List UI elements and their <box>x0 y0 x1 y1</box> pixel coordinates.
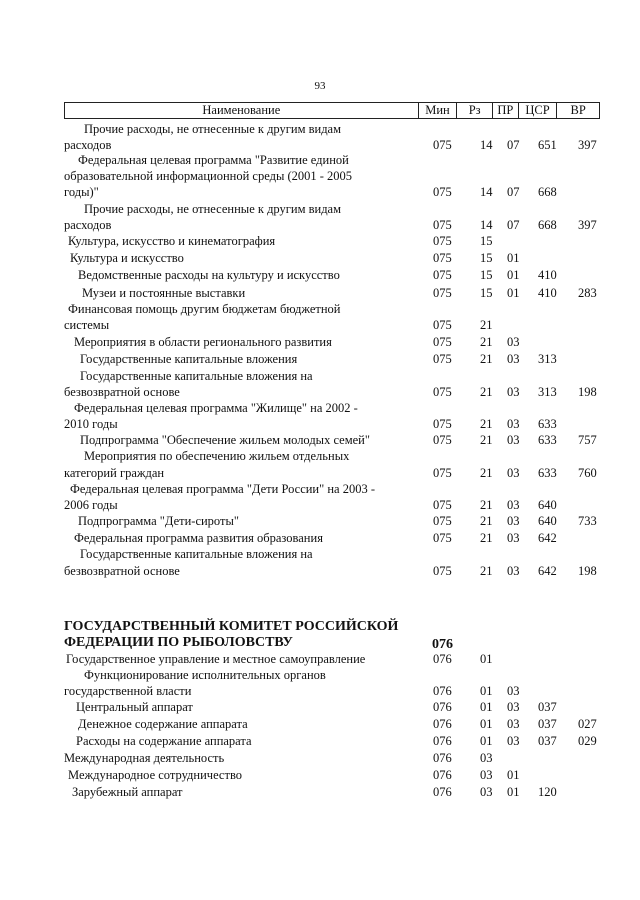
row-min: 076 <box>433 684 452 698</box>
header-name: Наименование <box>65 103 419 118</box>
table-row <box>0 497 640 513</box>
row-vr: 733 <box>578 514 597 528</box>
row-rz: 21 <box>480 514 493 528</box>
row-pr: 01 <box>507 251 520 265</box>
row-vr: 760 <box>578 466 597 480</box>
row-vr: 283 <box>578 286 597 300</box>
row-pr: 03 <box>507 564 520 578</box>
row-name: годы)" <box>64 185 99 199</box>
row-min: 076 <box>433 734 452 748</box>
row-rz: 01 <box>480 734 493 748</box>
row-name: Международное сотрудничество <box>68 768 243 782</box>
row-min: 075 <box>433 514 452 528</box>
table-row <box>0 667 640 683</box>
row-pr: 03 <box>507 514 520 528</box>
row-name: расходов <box>64 218 112 232</box>
row-rz: 21 <box>480 433 493 447</box>
row-name: Функционирование исполнительных органов <box>84 668 326 682</box>
row-vr: 397 <box>578 138 597 152</box>
row-min: 075 <box>433 531 452 545</box>
row-rz: 21 <box>480 498 493 512</box>
table-row <box>0 334 640 350</box>
row-rz: 14 <box>480 185 493 199</box>
row-name: Финансовая помощь другим бюджетам бюджетной <box>68 302 341 316</box>
row-name: Федеральная целевая программа "Дети России" на 2003 - <box>70 482 375 496</box>
row-min: 076 <box>433 700 452 714</box>
row-name: системы <box>64 318 110 332</box>
row-rz: 14 <box>480 218 493 232</box>
row-vr: 757 <box>578 433 597 447</box>
row-csr: 642 <box>538 531 557 545</box>
row-rz: 21 <box>480 531 493 545</box>
row-name: Подпрограмма "Дети-сироты" <box>78 514 239 528</box>
table-row <box>0 750 640 766</box>
row-pr: 01 <box>507 768 520 782</box>
row-pr: 03 <box>507 352 520 366</box>
row-csr: 640 <box>538 498 557 512</box>
row-rz: 15 <box>480 268 493 282</box>
table-row <box>0 267 640 283</box>
row-name: Государственные капитальные вложения на <box>80 547 313 561</box>
row-vr: 198 <box>578 385 597 399</box>
table-row <box>0 530 640 546</box>
table-row <box>0 217 640 233</box>
row-name: Ведомственные расходы на культуру и искусство <box>78 268 340 282</box>
row-csr: 410 <box>538 286 557 300</box>
row-min: 075 <box>433 352 452 366</box>
table-row <box>0 716 640 732</box>
row-name: Международная деятельность <box>64 751 225 765</box>
table-row <box>0 152 640 168</box>
row-vr: 397 <box>578 218 597 232</box>
row-min: 075 <box>433 385 452 399</box>
row-name: Музеи и постоянные выставки <box>82 286 246 300</box>
row-csr: 668 <box>538 218 557 232</box>
row-pr: 03 <box>507 684 520 698</box>
header-vr: ВР <box>570 103 586 117</box>
row-min: 076 <box>433 785 452 799</box>
table-row <box>0 651 640 667</box>
table-row <box>0 168 640 184</box>
row-rz: 01 <box>480 717 493 731</box>
row-csr: 633 <box>538 466 557 480</box>
table-row <box>0 184 640 200</box>
row-csr: 633 <box>538 417 557 431</box>
row-vr: 027 <box>578 717 597 731</box>
row-csr: 313 <box>538 385 557 399</box>
table-row <box>0 683 640 699</box>
row-min: 076 <box>433 652 452 666</box>
table-row <box>0 285 640 301</box>
row-rz: 15 <box>480 234 493 248</box>
table-row <box>0 317 640 333</box>
row-pr: 07 <box>507 185 520 199</box>
table-row <box>0 432 640 448</box>
row-pr: 03 <box>507 335 520 349</box>
table-row <box>0 767 640 783</box>
row-name: безвозвратной основе <box>64 385 180 399</box>
row-rz: 21 <box>480 335 493 349</box>
row-pr: 03 <box>507 531 520 545</box>
row-rz: 03 <box>480 768 493 782</box>
table-row <box>0 121 640 137</box>
row-csr: 037 <box>538 700 557 714</box>
row-csr: 120 <box>538 785 557 799</box>
row-rz: 21 <box>480 385 493 399</box>
row-min: 075 <box>433 185 452 199</box>
row-pr: 03 <box>507 717 520 731</box>
row-rz: 01 <box>480 652 493 666</box>
table-row <box>0 699 640 715</box>
row-rz: 21 <box>480 564 493 578</box>
row-pr: 01 <box>507 268 520 282</box>
row-min: 075 <box>433 268 452 282</box>
header-csr: ЦСР <box>519 103 558 118</box>
row-csr: 410 <box>538 268 557 282</box>
row-name: Зарубежный аппарат <box>72 785 183 799</box>
row-rz: 14 <box>480 138 493 152</box>
row-csr: 642 <box>538 564 557 578</box>
table-row <box>0 546 640 562</box>
table-row <box>0 233 640 249</box>
row-pr: 03 <box>507 466 520 480</box>
row-csr: 037 <box>538 734 557 748</box>
row-min: 075 <box>433 417 452 431</box>
row-min: 075 <box>433 318 452 332</box>
row-name: Прочие расходы, не отнесенные к другим видам <box>84 202 342 216</box>
row-csr: 651 <box>538 138 557 152</box>
table-row <box>0 513 640 529</box>
row-min: 076 <box>433 751 452 765</box>
row-min: 075 <box>433 498 452 512</box>
table-row <box>0 368 640 384</box>
row-vr: 198 <box>578 564 597 578</box>
row-csr: 640 <box>538 514 557 528</box>
table-row <box>0 733 640 749</box>
table-row <box>0 400 640 416</box>
row-rz: 21 <box>480 466 493 480</box>
row-name: Государственные капитальные вложения на <box>80 369 313 383</box>
row-name: Государственные капитальные вложения <box>80 352 298 366</box>
org-title-line2: ФЕДЕРАЦИИ ПО РЫБОЛОВСТВУ <box>64 635 293 650</box>
row-name: Федеральная целевая программа "Развитие единой <box>78 153 349 167</box>
table-row <box>0 384 640 400</box>
row-name: Мероприятия по обеспечению жильем отдельных <box>84 449 350 463</box>
row-min: 075 <box>433 286 452 300</box>
header-min: Мин <box>419 103 458 118</box>
row-rz: 01 <box>480 700 493 714</box>
table-row <box>0 201 640 217</box>
row-min: 075 <box>433 218 452 232</box>
row-pr: 03 <box>507 700 520 714</box>
row-pr: 07 <box>507 138 520 152</box>
table-row <box>0 416 640 432</box>
table-row <box>0 351 640 367</box>
row-name: образовательной информационной среды (2001 - 2005 <box>64 169 353 183</box>
row-pr: 01 <box>507 286 520 300</box>
table-row <box>0 137 640 153</box>
row-name: 2006 годы <box>64 498 118 512</box>
row-vr: 029 <box>578 734 597 748</box>
row-min: 075 <box>433 433 452 447</box>
row-pr: 03 <box>507 498 520 512</box>
row-min: 075 <box>433 564 452 578</box>
row-csr: 313 <box>538 352 557 366</box>
row-pr: 03 <box>507 433 520 447</box>
row-name: Федеральная целевая программа "Жилище" на 2002 - <box>74 401 358 415</box>
row-rz: 15 <box>480 286 493 300</box>
row-rz: 21 <box>480 417 493 431</box>
header-rz: Рз <box>457 103 493 118</box>
row-name: Центральный аппарат <box>76 700 193 714</box>
row-name: категорий граждан <box>64 466 165 480</box>
table-row <box>0 563 640 579</box>
row-name: Прочие расходы, не отнесенные к другим видам <box>84 122 342 136</box>
row-pr: 03 <box>507 385 520 399</box>
row-min: 075 <box>433 251 452 265</box>
row-min: 075 <box>433 138 452 152</box>
row-name: Культура, искусство и кинематография <box>68 234 276 248</box>
row-name: Подпрограмма "Обеспечение жильем молодых семей" <box>80 433 370 447</box>
row-name: Мероприятия в области регионального развития <box>74 335 332 349</box>
row-name: безвозвратной основе <box>64 564 180 578</box>
row-min: 076 <box>433 717 452 731</box>
table-row <box>0 448 640 464</box>
row-name: Расходы на содержание аппарата <box>76 734 252 748</box>
table-row <box>0 481 640 497</box>
row-csr: 633 <box>538 433 557 447</box>
row-rz: 15 <box>480 251 493 265</box>
row-pr: 03 <box>507 417 520 431</box>
row-min: 075 <box>433 234 452 248</box>
row-name: 2010 годы <box>64 417 118 431</box>
row-min: 075 <box>433 335 452 349</box>
row-rz: 21 <box>480 352 493 366</box>
table-row <box>0 250 640 266</box>
org-code: 076 <box>432 637 453 652</box>
table-row <box>0 301 640 317</box>
row-csr: 668 <box>538 185 557 199</box>
row-name: государственной власти <box>64 684 192 698</box>
table-row <box>0 784 640 800</box>
row-pr: 03 <box>507 734 520 748</box>
table-row <box>0 465 640 481</box>
row-rz: 01 <box>480 684 493 698</box>
row-pr: 07 <box>507 218 520 232</box>
row-pr: 01 <box>507 785 520 799</box>
row-name: Государственное управление и местное самоуправление <box>66 652 366 666</box>
row-name: Федеральная программа развития образования <box>74 531 323 545</box>
row-rz: 21 <box>480 318 493 332</box>
row-min: 076 <box>433 768 452 782</box>
header-pr: ПР <box>493 103 519 118</box>
row-rz: 03 <box>480 751 493 765</box>
row-csr: 037 <box>538 717 557 731</box>
row-name: Денежное содержание аппарата <box>78 717 248 731</box>
row-rz: 03 <box>480 785 493 799</box>
row-name: Культура и искусство <box>70 251 184 265</box>
row-min: 075 <box>433 466 452 480</box>
org-title-line1: ГОСУДАРСТВЕННЫЙ КОМИТЕТ РОССИЙСКОЙ <box>64 619 399 634</box>
row-name: расходов <box>64 138 112 152</box>
page-number: 93 <box>314 80 326 92</box>
